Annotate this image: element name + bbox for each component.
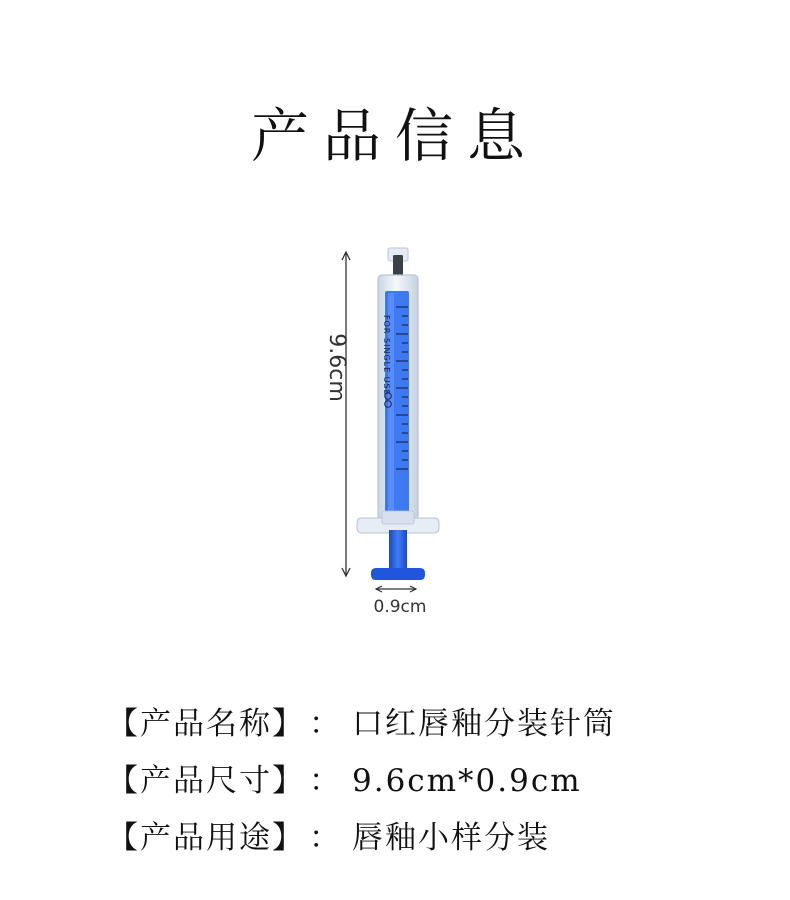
syringe-barrel — [378, 275, 418, 520]
syringe-plunger — [371, 530, 425, 580]
height-measurement-label: 9.6cm — [323, 333, 349, 402]
finger-flange — [357, 511, 439, 533]
syringe-figure — [290, 235, 490, 635]
page-title: 产品信息 — [250, 102, 539, 170]
height-dimension-line — [342, 252, 350, 576]
barrel-print-text: FOR SINGLE USE — [382, 315, 391, 396]
product-spec-list — [107, 695, 757, 866]
width-dimension-line — [376, 586, 416, 592]
spec-separator: ： — [309, 705, 340, 742]
spec-label: 【产品用途】 — [107, 819, 305, 856]
spec-label: 【产品名称】 — [107, 705, 305, 742]
syringe-illustration — [290, 235, 490, 635]
spec-row-product-use — [107, 809, 757, 866]
spec-value: 9.6cm*0.9cm — [352, 762, 582, 799]
spec-row-product-name — [107, 695, 757, 752]
spec-separator: ： — [309, 762, 340, 799]
spec-value: 口红唇釉分装针筒 — [352, 705, 616, 742]
spec-value: 唇釉小样分装 — [352, 819, 550, 856]
spec-label: 【产品尺寸】 — [107, 762, 305, 799]
width-measurement-label: 0.9cm — [373, 597, 427, 617]
spec-separator: ： — [309, 819, 340, 856]
spec-row-product-size — [107, 752, 757, 809]
